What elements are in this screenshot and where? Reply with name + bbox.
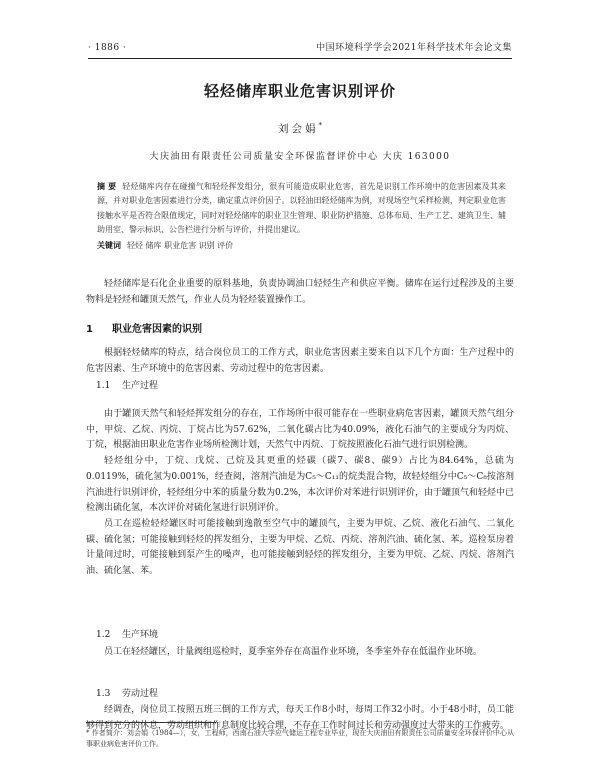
running-head xyxy=(88,40,512,53)
subsection-body xyxy=(86,407,514,580)
subsection-heading xyxy=(96,627,158,640)
subsection-heading xyxy=(96,686,158,699)
author xyxy=(0,121,600,136)
section-number: 1 xyxy=(86,324,93,335)
section-title: 职业危害因素的识别 xyxy=(112,324,202,335)
body-paragraph: 轻烃组分中，丁烷、戊烷、己烷及其更重的烃碳（碳7、碳8、碳9）占比为84.64%，总硫为0.0119%，硫化氢为0.001%，经查阅，溶剂汽油是为C₅～C₁₁的烷类混合物，故轻烃组分中C₅～C₈按溶剂汽油进行识别评价，轻烃组分中苯的质量分数为0.2%，本次评价对苯进行识别评价，由于罐顶气和轻烃中已检测出硫化氢，本次评价对硫化氢进行识别评价。 xyxy=(86,456,514,514)
section-intro xyxy=(86,346,514,377)
section-heading xyxy=(86,320,202,335)
body-paragraph: 经调查，岗位员工按照五班三倒的工作方式，每天工作8小时，每周工作32小时。小于48小时，员工能够得到充分的休息，劳动组织和作息制度比较合理，不存在工作时间过长和劳动强度过大带来的工作疲劳。 xyxy=(86,705,514,731)
affiliation: 大庆油田有限责任公司质量安全环保监督评价中心 大庆 163000 xyxy=(149,152,451,162)
abstract-text: 轻烃储库内存在碰撞气和轻烃挥发组分，很有可能造成职业危害，首先是识别工作环境中的危害因素及其来源，并对职业危害因素进行分类，确定重点评价因子。以轻油田轻烃储库为例，对现场空气采样检测，判定职业危害接触水平是否符合限值规定，同时对轻烃储库的职业卫生管理、职业防护措施、总体布局、生产工艺、建筑卫生、辅助用室、警示标识、公告栏进行分析与评价，并提出建议。 xyxy=(97,182,506,235)
subsection-heading xyxy=(96,378,158,391)
subsection-number: 1.1 xyxy=(96,381,111,391)
subsection-number: 1.2 xyxy=(96,630,111,640)
intro-section xyxy=(86,277,514,308)
author-name: 刘会娟 xyxy=(278,123,319,135)
keywords-text: 轻烃 储库 职业危害 识别 评价 xyxy=(127,240,234,250)
body-paragraph: 由于罐顶天然气和轻烃挥发组分的存在，工作场所中很可能存在一些职业病危害因素，罐顶天然气组分中，甲烷、乙烷、丙烷、丁烷占比为57.62%，二氧化碳占比为40.09%，液化石油气的主要成分为丙烷、丁烷，根据油田职业危害作业场所检测计划，天然气中丙烷、丁烷按照液化石油气进行识别检测。 xyxy=(86,409,514,451)
subsection-number: 1.3 xyxy=(96,689,111,699)
paper-title: 轻烃储库职业危害识别评价 xyxy=(203,82,396,100)
author-footnote-mark: * xyxy=(318,121,322,130)
subsection-body xyxy=(86,645,514,661)
footnote-rule xyxy=(86,722,216,723)
page-number: · 1886 · xyxy=(88,43,127,53)
abstract-paragraph xyxy=(97,180,506,238)
header-rule xyxy=(88,58,512,59)
body-paragraph: 员工在巡检轻烃罐区时可能接触到逸散至空气中的罐顶气，主要为甲烷、乙烷、液化石油气、二氧化碳、硫化氢；可能接触到轻烃的挥发组分，主要为甲烷、乙烷、丙烷、溶剂汽油、硫化氢、苯。巡检泵房着计量间过时，可能接触到泵产生的噪声，也可能接触到轻烃的挥发组分，主要为甲烷、乙烷、丙烷、溶剂汽油、硫化氢、苯。 xyxy=(86,518,514,577)
subsection-title: 生产过程 xyxy=(122,381,159,391)
abstract xyxy=(97,180,506,253)
footnote: * 作者简介：刘会娟（1984—），女，工程师，西南石油大学应气储运工程专业毕业，现在大庆油田有限责任公司质量安全环保评价中心从事职业病危害评价工作。 xyxy=(86,729,514,748)
body-paragraph: 员工在轻烃罐区，计量阀组巡检时，夏季室外存在高温作业环境，冬季室外存在低温作业环境。 xyxy=(104,647,483,657)
keywords xyxy=(97,239,506,253)
journal-name: 中国环境科学学会2021年科学技术年会论文集 xyxy=(316,43,512,53)
intro-paragraph: 轻烃储库是石化企业重要的原料基地，负责协调油口轻烃生产和供应平衡。储库在运行过程涉及的主要物料是轻烃和罐顶天然气，作业人员为轻烃装置操作工。 xyxy=(86,279,514,305)
section-intro-paragraph: 根据轻烃储库的特点，结合岗位员工的工作方式，职业危害因素主要来自以下几个方面：生产过程中的危害因素、生产环境中的危害因素、劳动过程中的危害因素。 xyxy=(86,348,514,374)
abstract-label: 摘 要 xyxy=(97,182,117,191)
subsection-title: 生产环境 xyxy=(122,630,159,640)
subsection-title: 劳动过程 xyxy=(122,689,159,699)
keywords-label: 关键词 xyxy=(97,240,121,250)
